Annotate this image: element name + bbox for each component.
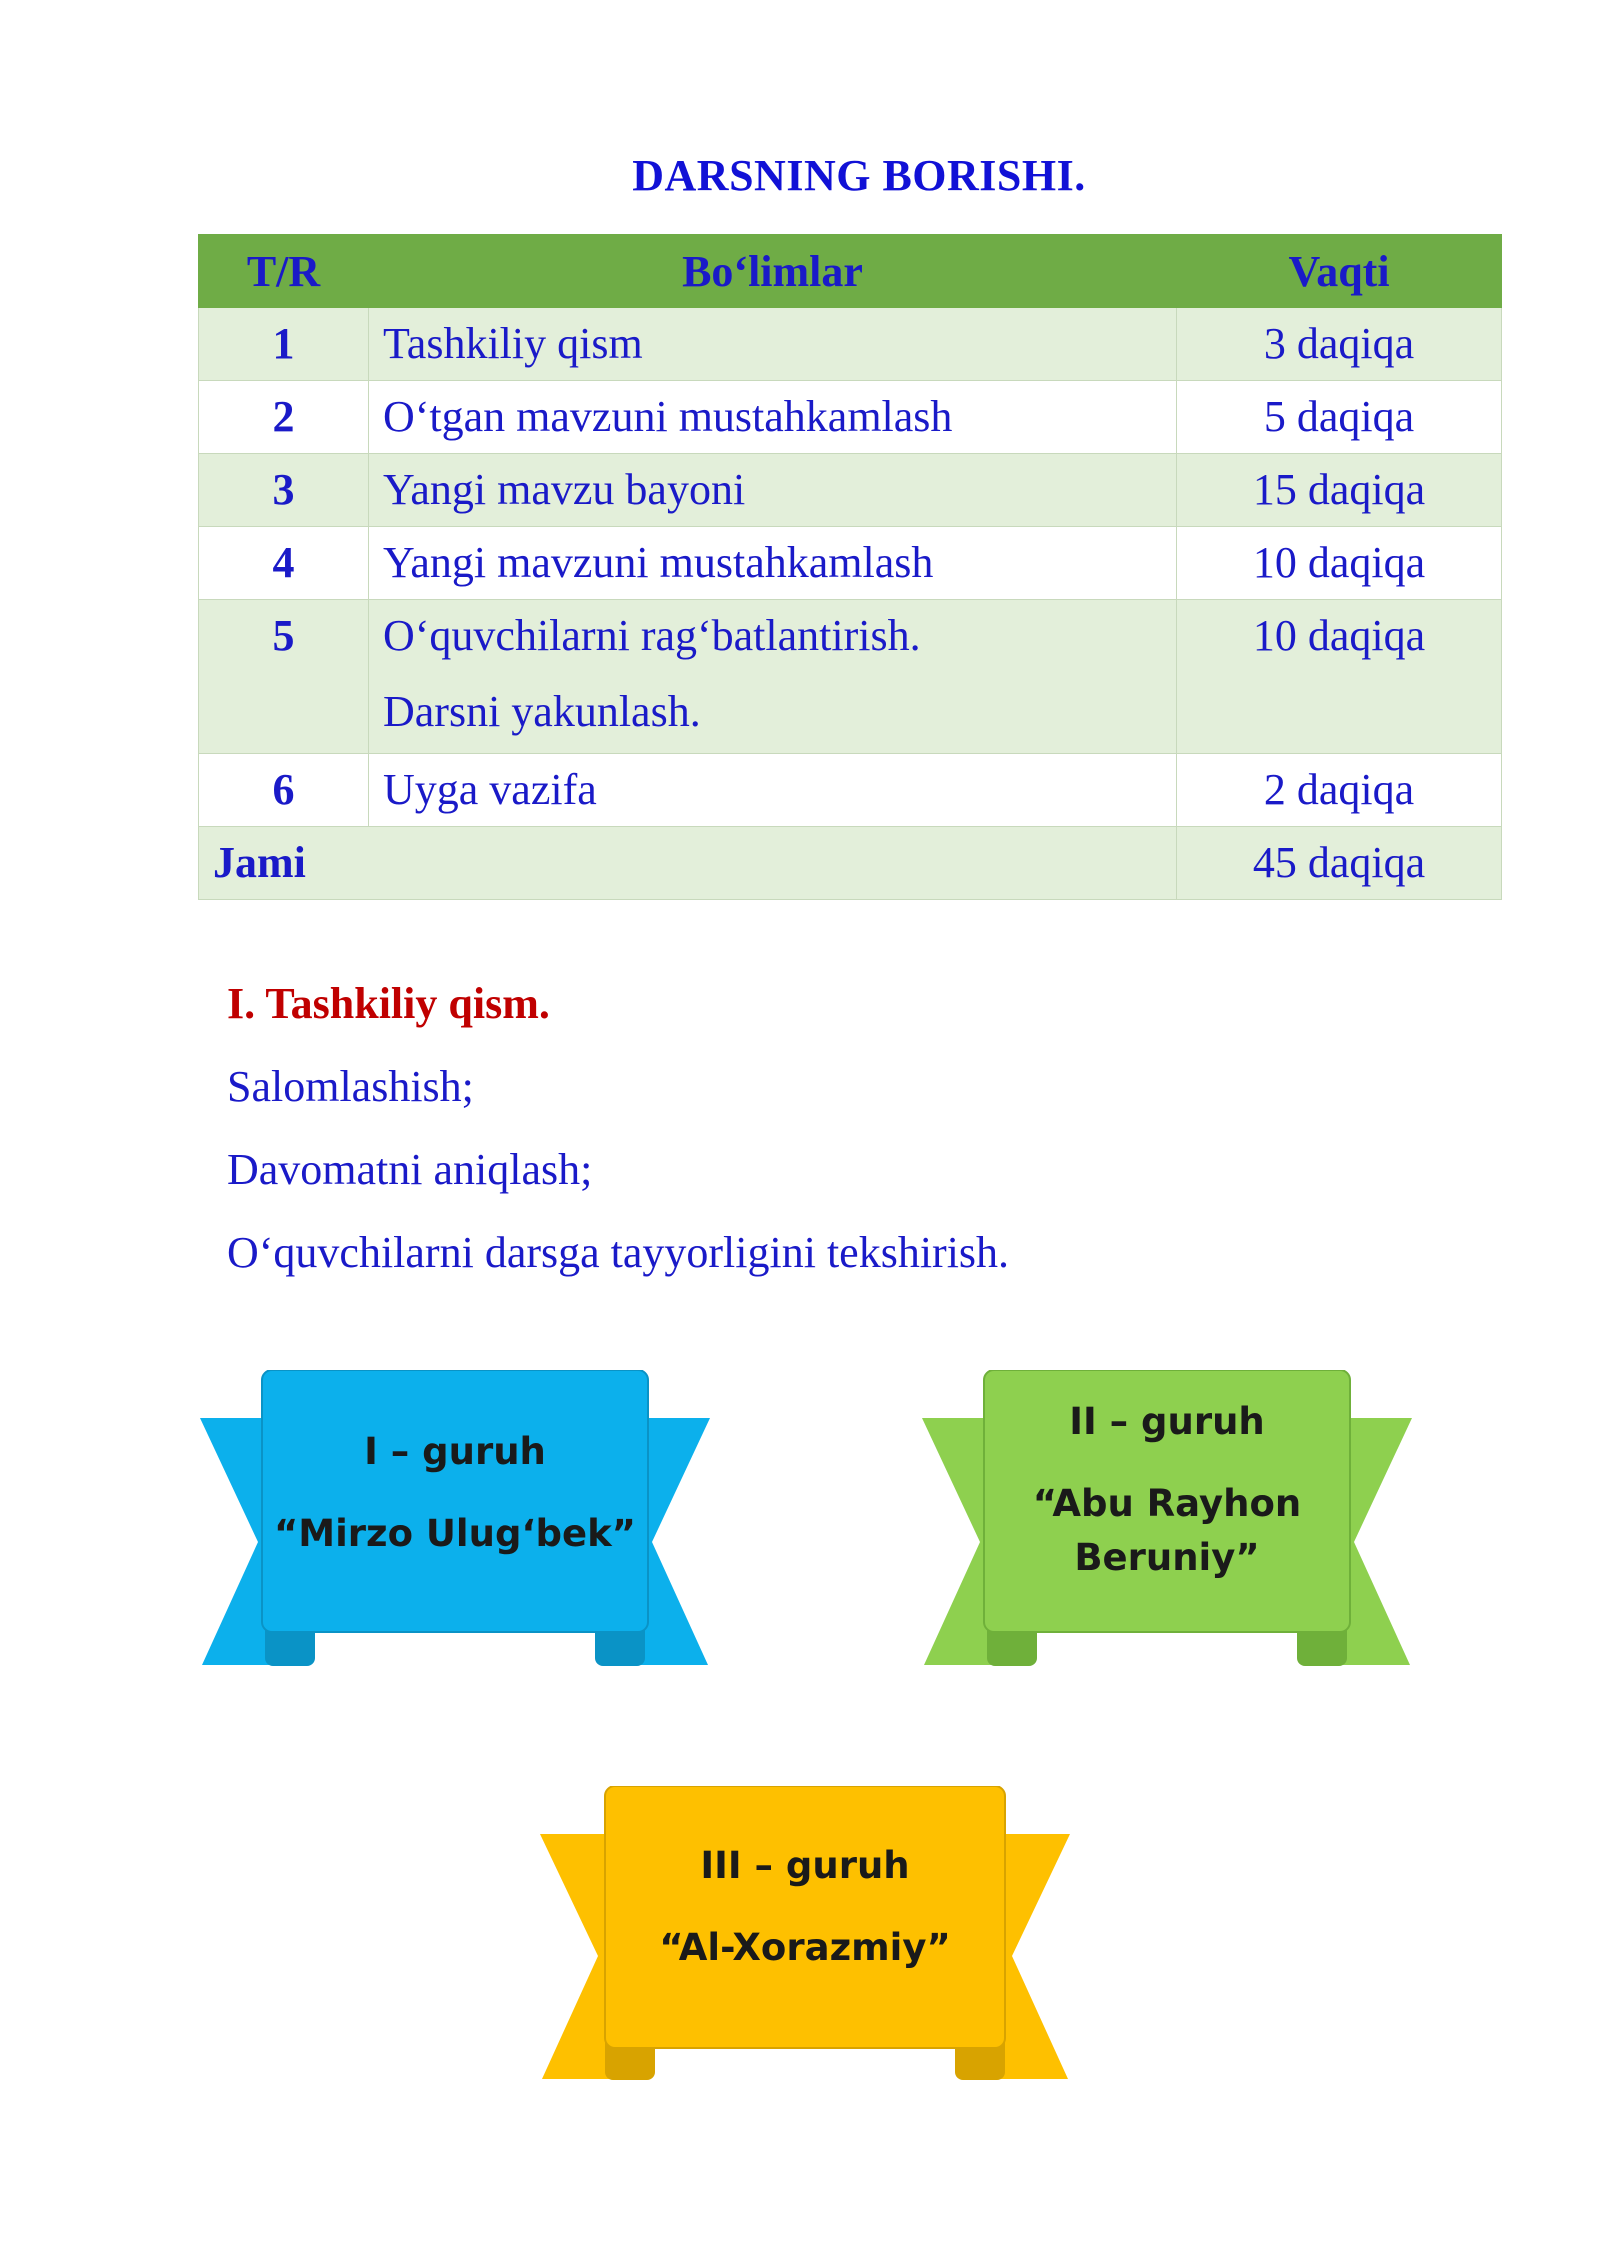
row-time: 10 daqiqa bbox=[1177, 527, 1502, 600]
section-line: Davomatni aniqlash; bbox=[227, 1145, 593, 1194]
header-sections: Bo‘limlar bbox=[369, 235, 1177, 308]
row-topic: Uyga vazifa bbox=[369, 754, 1177, 827]
group-1-name: “Mirzo Ulug‘bek” bbox=[273, 1512, 636, 1555]
row-time: 2 daqiqa bbox=[1177, 754, 1502, 827]
section-heading: I. Tashkiliy qism. bbox=[227, 979, 550, 1028]
section-line: Salomlashish; bbox=[227, 1062, 474, 1111]
row-number: 4 bbox=[199, 527, 369, 600]
page-title: DARSNING BORISHI. bbox=[632, 151, 1086, 200]
group-ribbon-3 bbox=[540, 1786, 1070, 2086]
group-2-name-line2: Beruniy” bbox=[1074, 1536, 1260, 1579]
group-3-title: III – guruh bbox=[700, 1844, 910, 1887]
group-ribbon-1 bbox=[200, 1370, 710, 1670]
row-number: 6 bbox=[199, 754, 369, 827]
group-3-name: “Al-Xorazmiy” bbox=[659, 1926, 951, 1969]
row-time: 3 daqiqa bbox=[1177, 308, 1502, 381]
header-time: Vaqti bbox=[1177, 235, 1502, 308]
group-2-title: II – guruh bbox=[1069, 1400, 1265, 1443]
row-topic bbox=[369, 600, 1177, 754]
group-ribbon-2 bbox=[922, 1370, 1412, 1670]
row-topic: Yangi mavzu bayoni bbox=[369, 454, 1177, 527]
total-time: 45 daqiqa bbox=[1177, 827, 1502, 900]
header-number: T/R bbox=[199, 235, 369, 308]
table-row bbox=[199, 527, 1502, 600]
row-topic-line1: O‘quvchilarni rag‘batlantirish. bbox=[383, 611, 921, 660]
row-topic-line2: Darsni yakunlash. bbox=[383, 687, 701, 736]
table-total-row bbox=[199, 827, 1502, 900]
row-number: 5 bbox=[199, 600, 369, 754]
row-time: 15 daqiqa bbox=[1177, 454, 1502, 527]
group-2-name-line1: “Abu Rayhon bbox=[1032, 1482, 1302, 1525]
row-number: 3 bbox=[199, 454, 369, 527]
row-number: 1 bbox=[199, 308, 369, 381]
table-row bbox=[199, 381, 1502, 454]
row-number: 2 bbox=[199, 381, 369, 454]
row-time: 10 daqiqa bbox=[1177, 600, 1502, 754]
row-topic: Yangi mavzuni mustahkamlash bbox=[369, 527, 1177, 600]
table-row bbox=[199, 454, 1502, 527]
group-1-title: I – guruh bbox=[364, 1430, 546, 1473]
table-row bbox=[199, 600, 1502, 754]
total-label: Jami bbox=[199, 827, 1177, 900]
table-row bbox=[199, 308, 1502, 381]
table-header-row bbox=[199, 235, 1502, 308]
row-time: 5 daqiqa bbox=[1177, 381, 1502, 454]
table-row bbox=[199, 754, 1502, 827]
row-topic: Tashkiliy qism bbox=[369, 308, 1177, 381]
section-line: O‘quvchilarni darsga tayyorligini tekshirish. bbox=[227, 1228, 1010, 1277]
row-topic: O‘tgan mavzuni mustahkamlash bbox=[369, 381, 1177, 454]
lesson-plan-table bbox=[198, 234, 1502, 900]
